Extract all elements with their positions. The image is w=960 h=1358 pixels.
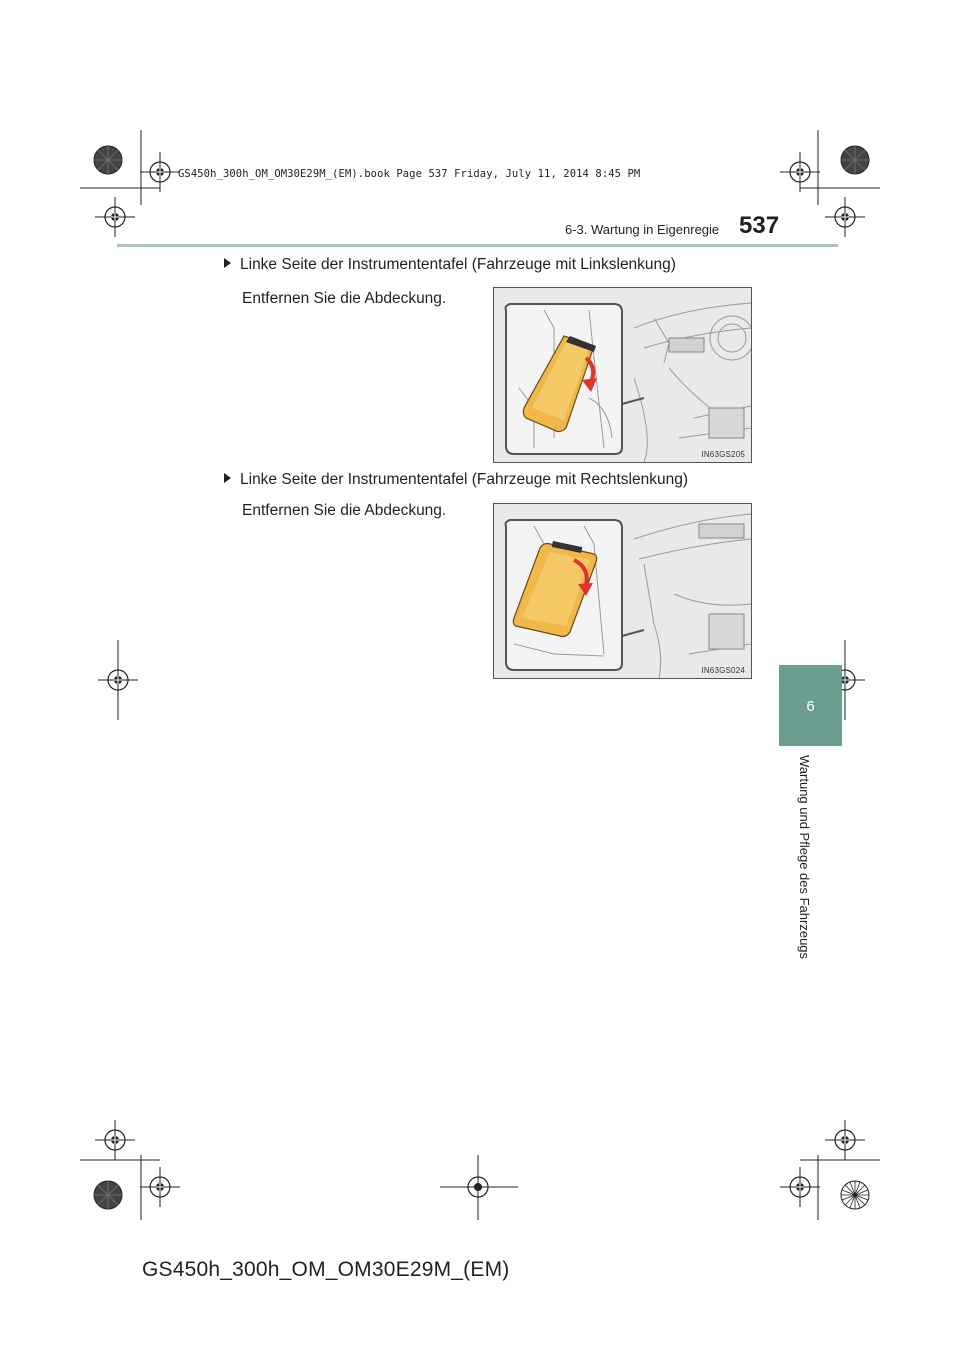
figure-code: IN63GS024: [701, 666, 745, 675]
dashboard-illustration: [494, 288, 751, 462]
header-rule: [117, 244, 838, 247]
chapter-tab: [779, 665, 842, 746]
bullet-text: Linke Seite der Instrumententafel (Fahrzeuge mit Rechtslenkung): [240, 471, 689, 488]
triangle-bullet-icon: [224, 258, 231, 268]
figure-right-hand-drive: [493, 503, 752, 679]
instruction-text: Entfernen Sie die Abdeckung.: [242, 290, 447, 307]
document-footer-code: GS450h_300h_OM_OM30E29M_(EM): [142, 1258, 510, 1281]
page-number: 537: [739, 212, 780, 239]
section-title: 6-3. Wartung in Eigenregie: [565, 222, 720, 237]
bullet-heading: [224, 256, 676, 274]
book-imprint: GS450h_300h_OM_OM30E29M_(EM).book Page 537 Friday, July 11, 2014 8:45 PM: [178, 168, 641, 180]
figure-code: IN63GS205: [701, 450, 745, 459]
dashboard-illustration: [494, 504, 751, 678]
bullet-heading: [224, 471, 688, 489]
triangle-bullet-icon: [224, 473, 231, 483]
figure-left-hand-drive: [493, 287, 752, 463]
chapter-title-vertical: Wartung und Pflege des Fahrzeugs: [797, 755, 812, 960]
bullet-text: Linke Seite der Instrumententafel (Fahrzeuge mit Linkslenkung): [240, 256, 676, 273]
instruction-text: Entfernen Sie die Abdeckung.: [242, 502, 447, 519]
chapter-number: 6: [806, 698, 815, 715]
